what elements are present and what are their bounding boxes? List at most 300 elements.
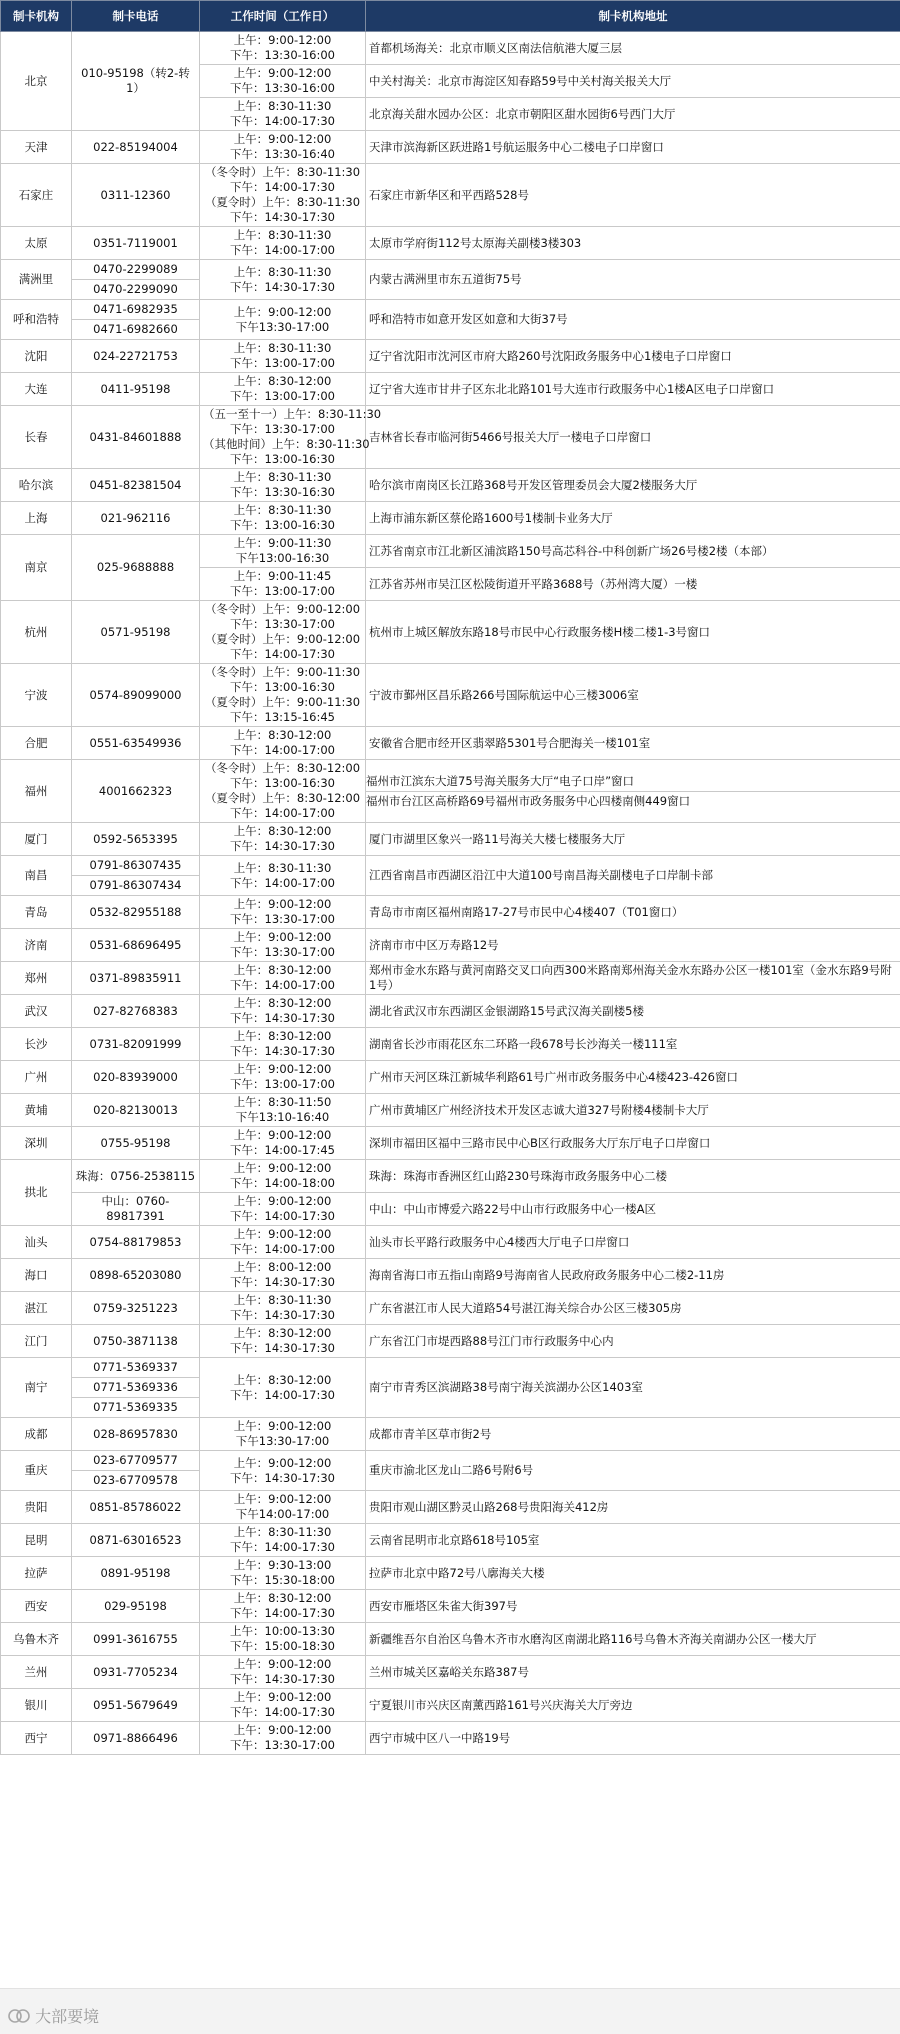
header-hours: 工作时间（工作日） (200, 1, 366, 32)
hours-line: 上午：9:00-12:00 (203, 33, 362, 48)
phone-number: 0991-3616755 (75, 1630, 196, 1649)
hours-line: 上午：9:00-12:00 (203, 1690, 362, 1705)
address-cell (366, 1418, 900, 1451)
table-row (1, 962, 900, 995)
phone-cell (72, 131, 200, 164)
address-cell (366, 1127, 900, 1160)
phone-cell (72, 1127, 200, 1160)
phone-cell (72, 929, 200, 962)
agency-name-cell: 海口 (1, 1259, 72, 1292)
address-text: 福州市台江区高桥路69号福州市政务服务中心四楼南侧449窗口 (366, 791, 900, 811)
hours-line: 上午：8:30-12:00 (203, 1373, 362, 1388)
table-row (1, 727, 900, 760)
hours-cell (200, 373, 366, 406)
hours-line: 上午：9:00-12:00 (203, 897, 362, 912)
agency-name-cell: 石家庄 (1, 164, 72, 227)
agency-name-cell: 江门 (1, 1325, 72, 1358)
address-text: 西安市雁塔区朱雀大街397号 (369, 1599, 517, 1613)
hours-cell (200, 98, 366, 131)
table-row (1, 131, 900, 164)
agency-name-cell: 西安 (1, 1590, 72, 1623)
hours-line: 下午：14:30-17:30 (203, 280, 362, 295)
agency-name-cell: 北京 (1, 32, 72, 131)
address-text: 中山：中山市博爱六路22号中山市行政服务中心一楼A区 (369, 1202, 656, 1216)
hours-line: 下午：14:30-17:30 (203, 1011, 362, 1026)
hours-line: 上午：8:30-11:50 (203, 1095, 362, 1110)
address-text: 南宁市青秀区滨湖路38号南宁海关滨湖办公区1403室 (369, 1380, 643, 1394)
address-cell (366, 962, 900, 995)
agency-name-cell: 杭州 (1, 601, 72, 664)
hours-line: 上午：9:00-11:45 (203, 569, 362, 584)
hours-line: 上午：9:00-12:00 (203, 305, 362, 320)
watermark-text: 大部要境 (35, 2007, 99, 2026)
address-cell (366, 1656, 900, 1689)
hours-line: 上午：9:00-12:00 (203, 1492, 362, 1507)
table-row (1, 535, 900, 568)
agency-name-cell: 汕头 (1, 1226, 72, 1259)
table-row (1, 1292, 900, 1325)
hours-line: 下午：14:00-17:00 (203, 1242, 362, 1257)
phone-number: 0451-82381504 (75, 476, 196, 495)
hours-line: 下午：14:30-17:30 (203, 210, 362, 225)
hours-line: 下午：14:00-17:30 (203, 180, 362, 195)
phone-number: 0759-3251223 (75, 1299, 196, 1318)
address-text: 广东省湛江市人民大道路54号湛江海关综合办公区三楼305房 (369, 1301, 682, 1315)
phone-cell (72, 1689, 200, 1722)
phone-number: 0532-82955188 (75, 903, 196, 922)
address-text: 哈尔滨市南岗区长江路368号开发区管理委员会大厦2楼服务大厅 (369, 478, 697, 492)
hours-line: 上午：9:00-12:00 (203, 132, 362, 147)
phone-cell (72, 1590, 200, 1623)
hours-cell (200, 1292, 366, 1325)
address-cell (366, 995, 900, 1028)
hours-line: 下午：14:00-17:30 (203, 114, 362, 129)
phone-number: 0851-85786022 (75, 1498, 196, 1517)
address-cell (366, 1358, 900, 1418)
watermark (8, 2004, 99, 2028)
hours-line: （夏令时）上午：8:30-11:30 (203, 195, 362, 210)
hours-line: 上午：9:00-12:00 (203, 1161, 362, 1176)
phone-number: 029-95198 (75, 1597, 196, 1616)
table-row (1, 1259, 900, 1292)
address-cell (366, 260, 900, 300)
address-cell (366, 1094, 900, 1127)
address-cell (366, 664, 900, 727)
agency-name-cell: 福州 (1, 760, 72, 823)
hours-cell (200, 568, 366, 601)
table-row (1, 1689, 900, 1722)
address-text: 广州市黄埔区广州经济技术开发区志诚大道327号附楼4楼制卡大厅 (369, 1103, 709, 1117)
address-text: 内蒙古满洲里市东五道街75号 (369, 272, 522, 286)
hours-line: 上午：9:00-12:00 (203, 1194, 362, 1209)
phone-number: 0470-2299089 (72, 260, 199, 279)
hours-cell (200, 664, 366, 727)
address-cell (366, 469, 900, 502)
agency-name-cell: 拱北 (1, 1160, 72, 1226)
address-text: 北京海关甜水园办公区：北京市朝阳区甜水园街6号西门大厅 (369, 107, 675, 121)
address-cell (366, 1557, 900, 1590)
agency-name-cell: 合肥 (1, 727, 72, 760)
phone-cell (72, 1226, 200, 1259)
address-cell (366, 535, 900, 568)
hours-cell (200, 995, 366, 1028)
address-cell (366, 1325, 900, 1358)
address-text: 拉萨市北京中路72号八廓海关大楼 (369, 1566, 545, 1580)
phone-cell (72, 502, 200, 535)
phone-number: 0411-95198 (75, 380, 196, 399)
address-cell (366, 340, 900, 373)
address-text: 云南省昆明市北京路618号105室 (369, 1533, 539, 1547)
hours-line: 下午：14:00-17:00 (203, 243, 362, 258)
phone-number: 0951-5679649 (75, 1696, 196, 1715)
hours-line: 下午：13:30-16:40 (203, 147, 362, 162)
address-cell (366, 568, 900, 601)
hours-line: 下午：14:00-17:00 (203, 806, 362, 821)
agency-name-cell: 拉萨 (1, 1557, 72, 1590)
table-row (1, 1160, 900, 1193)
hours-cell (200, 1623, 366, 1656)
hours-cell (200, 300, 366, 340)
hours-cell (200, 896, 366, 929)
hours-line: 下午：13:00-17:00 (203, 356, 362, 371)
address-text: 宁波市鄞州区昌乐路266号国际航运中心三楼3006室 (369, 688, 639, 702)
hours-line: 上午：8:30-11:30 (203, 861, 362, 876)
hours-line: （五一至十一）上午：8:30-11:30 (203, 407, 362, 422)
address-cell (366, 601, 900, 664)
address-cell (366, 856, 900, 896)
address-cell (366, 1259, 900, 1292)
phone-number: 4001662323 (75, 782, 196, 801)
address-cell (366, 760, 900, 823)
phone-cell (72, 227, 200, 260)
agency-name-cell: 长沙 (1, 1028, 72, 1061)
agency-name-cell: 广州 (1, 1061, 72, 1094)
hours-line: 上午：8:30-11:30 (203, 1525, 362, 1540)
hours-line: 下午：14:00-17:30 (203, 1209, 362, 1224)
table-row (1, 227, 900, 260)
hours-line: 下午：14:00-17:30 (203, 1606, 362, 1621)
hours-line: 下午：13:30-17:00 (203, 617, 362, 632)
hours-line: 下午：13:30-17:00 (203, 422, 362, 437)
phone-number: 0750-3871138 (75, 1332, 196, 1351)
hours-line: 上午：8:30-11:30 (203, 341, 362, 356)
hours-line: 下午：13:00-16:30 (203, 680, 362, 695)
phone-number: 024-22721753 (75, 347, 196, 366)
table-row (1, 1127, 900, 1160)
hours-line: 上午：9:00-11:30 (203, 536, 362, 551)
phone-cell: 珠海：0756-2538115 (72, 1160, 200, 1193)
phone-number: 0551-63549936 (75, 734, 196, 753)
address-text: 重庆市渝北区龙山二路6号附6号 (369, 1463, 533, 1477)
address-cell (366, 929, 900, 962)
phone-number: 0351-7119001 (75, 234, 196, 253)
phone-number: 0871-63016523 (75, 1531, 196, 1550)
header-phone: 制卡电话 (72, 1, 200, 32)
hours-cell (200, 962, 366, 995)
phone-cell (72, 896, 200, 929)
table-row (1, 601, 900, 664)
phone-number: 0471-6982660 (72, 319, 199, 339)
header-agency: 制卡机构 (1, 1, 72, 32)
hours-line: 下午：13:30-16:00 (203, 48, 362, 63)
hours-cell (200, 1028, 366, 1061)
phone-number: 0755-95198 (75, 1134, 196, 1153)
hours-cell (200, 727, 366, 760)
phone-number: 0891-95198 (75, 1564, 196, 1583)
hours-line: 下午：14:00-17:45 (203, 1143, 362, 1158)
table-row (1, 502, 900, 535)
table-row (1, 1557, 900, 1590)
phone-number: 0791-86307435 (72, 856, 199, 875)
hours-cell (200, 1557, 366, 1590)
hours-cell (200, 131, 366, 164)
address-cell (366, 1160, 900, 1193)
phone-cell (72, 823, 200, 856)
phone-number: 0571-95198 (75, 623, 196, 642)
hours-cell (200, 1524, 366, 1557)
hours-line: 上午：9:00-12:00 (203, 930, 362, 945)
table-row (1, 406, 900, 469)
address-cell (366, 1689, 900, 1722)
agency-name-cell: 青岛 (1, 896, 72, 929)
hours-line: 上午：8:30-12:00 (203, 1591, 362, 1606)
hours-line: 下午：13:00-17:00 (203, 1077, 362, 1092)
address-text: 郑州市金水东路与黄河南路交叉口向西300米路南郑州海关金水东路办公区一楼101室（金水东路9号附1号） (369, 963, 892, 992)
agency-name-cell: 沈阳 (1, 340, 72, 373)
address-text: 珠海：珠海市香洲区红山路230号珠海市政务服务中心二楼 (369, 1169, 667, 1183)
hours-line: 下午：13:00-16:30 (203, 776, 362, 791)
address-text: 广州市天河区珠江新城华利路61号广州市政务服务中心4楼423-426窗口 (369, 1070, 738, 1084)
phone-cell (72, 995, 200, 1028)
address-cell (366, 1061, 900, 1094)
phone-cell (72, 1028, 200, 1061)
agency-name-cell: 上海 (1, 502, 72, 535)
table-row (1, 856, 900, 896)
header-address: 制卡机构地址 (366, 1, 900, 32)
hours-line: 上午：9:00-12:00 (203, 66, 362, 81)
agency-name-cell: 济南 (1, 929, 72, 962)
address-cell (366, 1292, 900, 1325)
hours-cell (200, 823, 366, 856)
address-text: 宁夏银川市兴庆区南薰西路161号兴庆海关大厅旁边 (369, 1698, 632, 1712)
phone-cell (72, 406, 200, 469)
table-row (1, 260, 900, 300)
hours-cell (200, 760, 366, 823)
address-text: 贵阳市观山湖区黔灵山路268号贵阳海关412房 (369, 1500, 608, 1514)
hours-line: （冬令时）上午：8:30-11:30 (203, 165, 362, 180)
agency-name-cell: 南宁 (1, 1358, 72, 1418)
hours-line: 上午：9:00-12:00 (203, 1419, 362, 1434)
hours-line: 上午：9:00-12:00 (203, 1456, 362, 1471)
agency-name-cell: 南昌 (1, 856, 72, 896)
address-text: 青岛市市南区福州南路17-27号市民中心4楼407（T01窗口） (369, 905, 683, 919)
agency-name-cell: 黄埔 (1, 1094, 72, 1127)
table-row (1, 1226, 900, 1259)
address-cell (366, 1524, 900, 1557)
phone-cell (72, 1094, 200, 1127)
agency-name-cell: 厦门 (1, 823, 72, 856)
hours-line: 上午：8:30-11:30 (203, 503, 362, 518)
hours-cell (200, 406, 366, 469)
address-text: 新疆维吾尔自治区乌鲁木齐市水磨沟区南湖北路116号乌鲁木齐海关南湖办公区一楼大厅 (369, 1632, 816, 1646)
hours-line: 下午：13:30-17:00 (203, 912, 362, 927)
phone-number: 023-67709577 (72, 1451, 199, 1470)
hours-line: 下午：14:00-17:00 (203, 876, 362, 891)
phone-cell (72, 535, 200, 601)
address-cell (366, 502, 900, 535)
hours-cell (200, 1127, 366, 1160)
address-text: 西宁市城中区八一中路19号 (369, 1731, 510, 1745)
phone-cell (72, 856, 200, 896)
phone-cell (72, 1418, 200, 1451)
hours-line: 下午：13:00-17:00 (203, 584, 362, 599)
address-cell (366, 164, 900, 227)
table-row (1, 32, 900, 65)
hours-line: 上午：9:00-12:00 (203, 1062, 362, 1077)
hours-cell (200, 1325, 366, 1358)
hours-line: 上午：10:00-13:30 (203, 1624, 362, 1639)
phone-cell (72, 1325, 200, 1358)
hours-cell (200, 1160, 366, 1193)
hours-line: 下午：13:30-17:00 (203, 945, 362, 960)
address-text: 辽宁省大连市甘井子区东北北路101号大连市行政服务中心1楼A区电子口岸窗口 (369, 382, 774, 396)
hours-line: 下午：14:00-17:30 (203, 647, 362, 662)
agency-name-cell: 贵阳 (1, 1491, 72, 1524)
table-row (1, 1028, 900, 1061)
phone-cell (72, 300, 200, 340)
phone-number: 0931-7705234 (75, 1663, 196, 1682)
phone-cell (72, 1451, 200, 1491)
hours-line: （夏令时）上午：8:30-12:00 (203, 791, 362, 806)
hours-line: 下午：14:00-17:00 (203, 978, 362, 993)
address-cell (366, 896, 900, 929)
address-text: 成都市青羊区草市街2号 (369, 1427, 491, 1441)
address-text: 广东省江门市堤西路88号江门市行政服务中心内 (369, 1334, 614, 1348)
table-row (1, 1193, 900, 1226)
phone-number: 028-86957830 (75, 1425, 196, 1444)
hours-line: 上午：8:00-12:00 (203, 1260, 362, 1275)
agency-name-cell: 南京 (1, 535, 72, 601)
table-row (1, 1094, 900, 1127)
agency-name-cell: 武汉 (1, 995, 72, 1028)
agency-name-cell: 大连 (1, 373, 72, 406)
address-text: 天津市滨海新区跃进路1号航运服务中心二楼电子口岸窗口 (369, 140, 664, 154)
table-row (1, 1451, 900, 1491)
hours-cell (200, 929, 366, 962)
address-text: 吉林省长春市临河街5466号报关大厅一楼电子口岸窗口 (369, 430, 651, 444)
phone-cell (72, 1722, 200, 1755)
address-text: 福州市江滨东大道75号海关服务大厅“电子口岸”窗口 (366, 772, 900, 791)
phone-cell (72, 760, 200, 823)
table-row (1, 1491, 900, 1524)
agency-name-cell: 天津 (1, 131, 72, 164)
hours-line: 上午：8:30-11:30 (203, 99, 362, 114)
hours-line: 上午：8:30-11:30 (203, 265, 362, 280)
table-row (1, 664, 900, 727)
address-cell (366, 373, 900, 406)
hours-line: 下午：14:30-17:30 (203, 1471, 362, 1486)
table-row (1, 1524, 900, 1557)
address-cell (366, 1226, 900, 1259)
hours-line: 下午：13:15-16:45 (203, 710, 362, 725)
address-text: 中关村海关：北京市海淀区知春路59号中关村海关报关大厅 (369, 74, 671, 88)
address-cell (366, 1451, 900, 1491)
phone-cell (72, 1491, 200, 1524)
address-cell (366, 1590, 900, 1623)
address-text: 深圳市福田区福中三路市民中心B区行政服务大厅东厅电子口岸窗口 (369, 1136, 710, 1150)
hours-cell (200, 1094, 366, 1127)
table-row (1, 1623, 900, 1656)
phone-cell (72, 962, 200, 995)
phone-cell (72, 1557, 200, 1590)
phone-number: 0431-84601888 (75, 428, 196, 447)
phone-number: 010-95198（转2-转1） (75, 64, 196, 98)
hours-line: 下午：14:30-17:30 (203, 1044, 362, 1059)
hours-cell (200, 601, 366, 664)
hours-cell (200, 1491, 366, 1524)
phone-number: 022-85194004 (75, 138, 196, 157)
phone-cell: 中山：0760-89817391 (72, 1193, 200, 1226)
phone-cell (72, 260, 200, 300)
address-cell (366, 98, 900, 131)
table-row (1, 995, 900, 1028)
hours-cell (200, 32, 366, 65)
hours-line: 下午：14:30-17:30 (203, 1275, 362, 1290)
hours-line: （其他时间）上午：8:30-11:30 (203, 437, 362, 452)
phone-number: 0471-6982935 (72, 300, 199, 319)
table-row (1, 164, 900, 227)
address-text: 辽宁省沈阳市沈河区市府大路260号沈阳政务服务中心1楼电子口岸窗口 (369, 349, 732, 363)
hours-line: 上午：8:30-12:00 (203, 374, 362, 389)
phone-cell (72, 1259, 200, 1292)
address-cell (366, 32, 900, 65)
hours-line: 上午：9:00-12:00 (203, 1128, 362, 1143)
hours-line: 下午：14:00-17:30 (203, 1705, 362, 1720)
table-row (1, 929, 900, 962)
agency-name-cell: 银川 (1, 1689, 72, 1722)
hours-cell (200, 1451, 366, 1491)
hours-line: （夏令时）上午：9:00-12:00 (203, 632, 362, 647)
hours-cell (200, 1722, 366, 1755)
table-row (1, 469, 900, 502)
table-row (1, 1358, 900, 1418)
hours-cell (200, 1259, 366, 1292)
phone-number: 0311-12360 (75, 186, 196, 205)
address-cell (366, 823, 900, 856)
hours-line: 下午13:10-16:40 (203, 1110, 362, 1125)
address-text: 江苏省苏州市吴江区松陵街道开平路3688号（苏州湾大厦）一楼 (369, 577, 697, 591)
phone-cell (72, 1061, 200, 1094)
phone-number: 0574-89099000 (75, 686, 196, 705)
hours-line: 下午13:00-16:30 (203, 551, 362, 566)
address-text: 石家庄市新华区和平西路528号 (369, 188, 529, 202)
phone-cell (72, 373, 200, 406)
phone-cell (72, 340, 200, 373)
address-cell (366, 300, 900, 340)
address-cell (366, 65, 900, 98)
phone-number: 027-82768383 (75, 1002, 196, 1021)
watermark-logo-icon (8, 2008, 30, 2028)
phone-cell (72, 1656, 200, 1689)
hours-cell (200, 502, 366, 535)
hours-line: 上午：9:00-12:00 (203, 1657, 362, 1672)
hours-line: 上午：9:00-12:00 (203, 1227, 362, 1242)
hours-line: 下午13:30-17:00 (203, 1434, 362, 1449)
address-text: 太原市学府街112号太原海关副楼3楼303 (369, 236, 581, 250)
agency-name-cell: 成都 (1, 1418, 72, 1451)
phone-cell (72, 469, 200, 502)
agency-name-cell: 满洲里 (1, 260, 72, 300)
